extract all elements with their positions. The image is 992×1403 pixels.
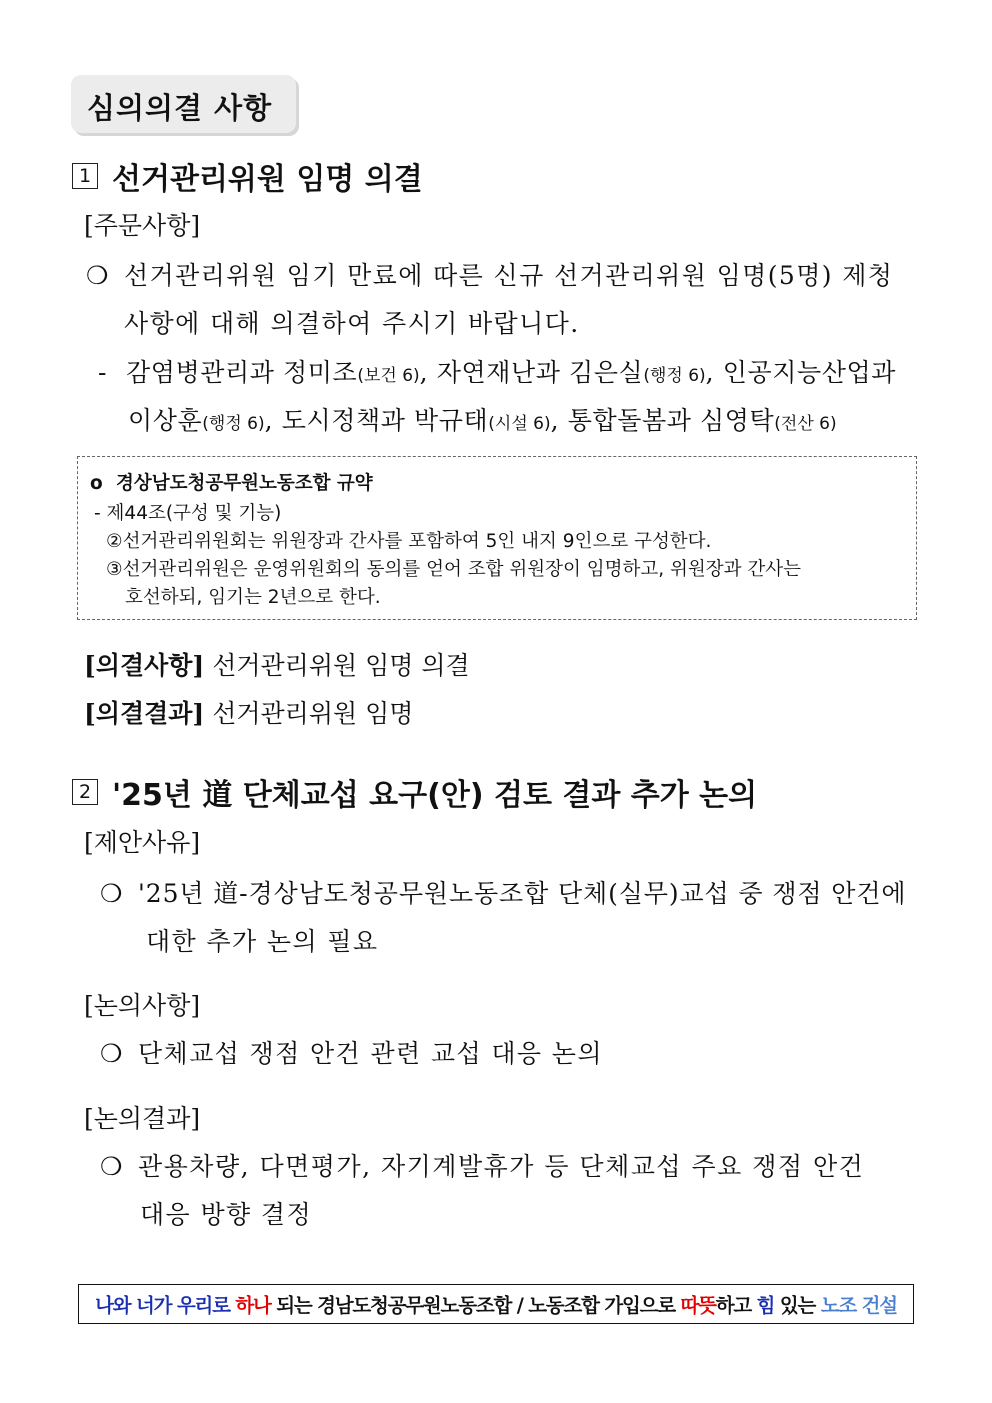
- decision-result-row: [84, 694, 413, 730]
- appointee-3: 이상훈: [128, 406, 203, 435]
- discussion-label: [논의사항]: [84, 991, 201, 1020]
- bylaws-title: o 경상남도청공무원노동조합 규약: [90, 473, 373, 494]
- bylaws-clause-3: ③선거관리위원은 운영위원회의 동의를 얻어 조합 위원장이 임명하고, 위원장과 간사는: [106, 559, 801, 580]
- proposal-reason-line1: ❍ '25년 道-경상남도청공무원노동조합 단체(실무)교섭 중 쟁점 안건에: [100, 879, 907, 908]
- section-header-box: [71, 75, 296, 133]
- appointee-3-grade: (행정 6): [202, 414, 265, 434]
- appointee-4: 도시정책과 박규태: [281, 406, 489, 435]
- slogan-banner: [78, 1284, 914, 1324]
- bylaws-article: - 제44조(구성 및 기능): [94, 503, 282, 524]
- discussion-item: ❍ 단체교섭 쟁점 안건 관련 교섭 대응 논의: [100, 1039, 603, 1068]
- appointee-3-dept: 인공지능산업과: [722, 358, 897, 387]
- appointee-2: 자연재난과 김은실: [436, 358, 644, 387]
- slogan-part: 따뜻: [680, 1294, 716, 1317]
- appointee-2-grade: (행정 6): [643, 366, 706, 386]
- section2-heading: [72, 770, 757, 814]
- section1-number: 1: [72, 163, 98, 189]
- section2-title: '25년 道 단체교섭 요구(안) 검토 결과 추가 논의: [112, 778, 758, 813]
- slogan-part: 나와 너가 우리로: [95, 1294, 236, 1317]
- section2-number: 2: [72, 779, 98, 805]
- appointee-5-grade: (전산 6): [774, 414, 837, 434]
- slogan-part: 하고: [715, 1294, 757, 1317]
- appointee-list-line2: 이상훈(행정 6), 도시정책과 박규태(시설 6), 통합돌봄과 심영탁(전산 6): [128, 406, 837, 435]
- decision-label: [의결사항]: [84, 651, 205, 680]
- slogan-part: 되는 경남도청공무원노동조합 / 노동조합 가입으로: [270, 1294, 681, 1317]
- bylaws-excerpt-box: [77, 456, 917, 620]
- appointee-1-grade: (보건 6): [357, 366, 420, 386]
- appointee-4-grade: (시설 6): [488, 414, 551, 434]
- appointee-list-line1: - 감염병관리과 정미조(보건 6), 자연재난과 김은실(행정 6), 인공지능산업과: [98, 358, 897, 387]
- dash-bullet: -: [98, 358, 108, 387]
- page-title: 심의의결 사항: [87, 91, 273, 125]
- slogan-part: 하나: [235, 1294, 271, 1317]
- proposal-reason-line2: 대한 추가 논의 필요: [146, 927, 379, 956]
- bylaws-clause-3-cont: 호선하되, 임기는 2년으로 한다.: [125, 587, 381, 608]
- decision-result-text: 선거관리위원 임명: [212, 699, 414, 728]
- discussion-result-line1: ❍ 관용차량, 다면평가, 자기계발휴가 등 단체교섭 주요 쟁점 안건: [100, 1152, 865, 1181]
- proposal-reason-label: [제안사유]: [84, 828, 201, 857]
- appointee-1: 감염병관리과 정미조: [126, 358, 358, 387]
- slogan-part: 힘: [756, 1294, 775, 1317]
- discussion-result-line2: 대응 방향 결정: [140, 1200, 312, 1229]
- bullet-icon: o: [90, 473, 103, 494]
- decision-row: [84, 646, 470, 682]
- order-label: [주문사항]: [84, 211, 201, 240]
- circle-bullet-icon: ❍: [100, 879, 124, 908]
- circle-bullet-icon: ❍: [86, 261, 110, 290]
- circle-bullet-icon: ❍: [100, 1152, 124, 1181]
- section1-heading: [72, 154, 423, 198]
- decision-result-label: [의결결과]: [84, 699, 205, 728]
- decision-text: 선거관리위원 임명 의결: [212, 651, 470, 680]
- slogan-part: 있는: [774, 1294, 821, 1317]
- order-item-line2: 사항에 대해 의결하여 주시기 바랍니다.: [124, 309, 580, 338]
- discussion-result-label: [논의결과]: [84, 1104, 201, 1133]
- bylaws-clause-2: ②선거관리위원회는 위원장과 간사를 포함하여 5인 내지 9인으로 구성한다.: [106, 531, 712, 552]
- order-item-line1: ❍ 선거관리위원 임기 만료에 따른 신규 선거관리위원 임명(5명) 제청: [86, 261, 894, 290]
- slogan-part: 노조 건설: [820, 1294, 897, 1317]
- section1-title: 선거관리위원 임명 의결: [112, 162, 423, 197]
- appointee-5: 통합돌봄과 심영탁: [567, 406, 775, 435]
- circle-bullet-icon: ❍: [100, 1039, 124, 1068]
